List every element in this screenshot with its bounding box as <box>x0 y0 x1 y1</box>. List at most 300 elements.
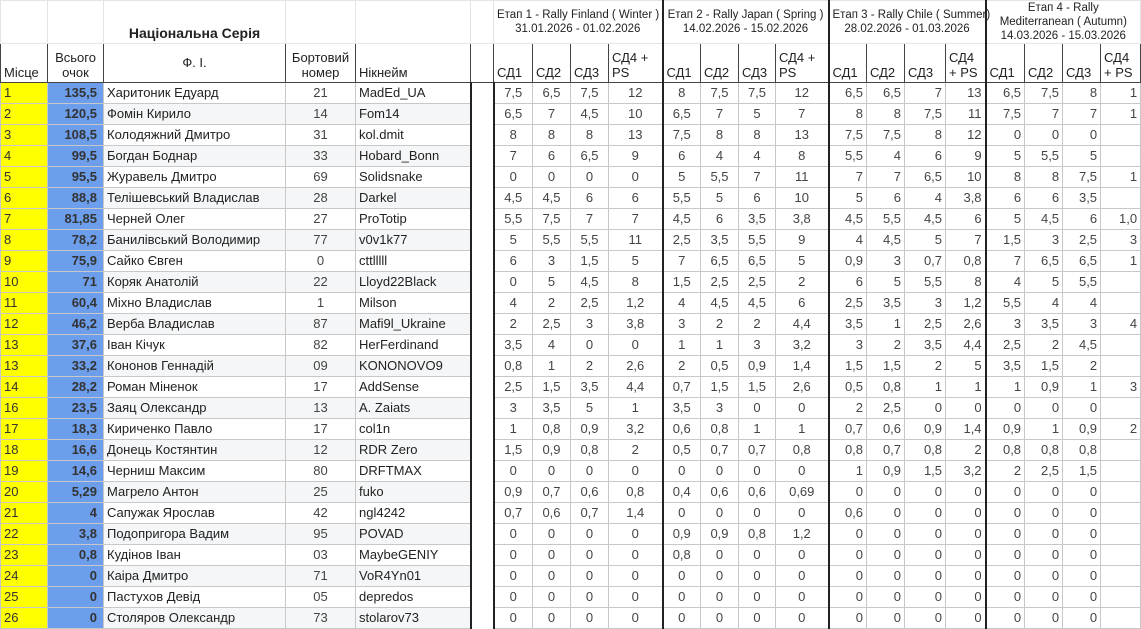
place-cell[interactable]: 20 <box>1 482 48 503</box>
stage-4-sd1-cell[interactable]: 8 <box>986 167 1025 188</box>
stage-1-sd2-cell[interactable]: 4,5 <box>533 188 571 209</box>
stage-2-sd4-cell[interactable]: 1,4 <box>776 356 829 377</box>
stage-2-sd1-cell[interactable]: 8 <box>663 83 701 104</box>
board-number-cell[interactable]: 28 <box>286 188 356 209</box>
stage-4-sd4-cell[interactable] <box>1101 587 1141 608</box>
stage-1-sd3-cell[interactable]: 4,5 <box>571 272 609 293</box>
board-number-cell[interactable]: 87 <box>286 314 356 335</box>
stage-2-sd2-cell[interactable]: 2 <box>701 314 739 335</box>
stage-4-sd3-cell[interactable]: 3,5 <box>1063 188 1101 209</box>
total-points-cell[interactable]: 4 <box>48 503 104 524</box>
stage-2-sd4-cell[interactable]: 9 <box>776 230 829 251</box>
stage-4-sd3-cell[interactable]: 2,5 <box>1063 230 1101 251</box>
stage-4-sd3-cell[interactable]: 0 <box>1063 125 1101 146</box>
stage-2-sd3-cell[interactable]: 8 <box>739 125 776 146</box>
stage-3-sd4-cell[interactable]: 8 <box>946 272 986 293</box>
stage-3-sd1-cell[interactable]: 7 <box>829 167 867 188</box>
stage-1-sd1-cell[interactable]: 0 <box>494 167 533 188</box>
name-cell[interactable]: Верба Владислав <box>104 314 286 335</box>
nickname-cell[interactable]: KONONOVO9 <box>356 356 471 377</box>
stage-1-sd3-cell[interactable]: 5 <box>571 398 609 419</box>
stage-3-sd3-cell[interactable]: 0,9 <box>905 419 946 440</box>
stage-1-sd3-cell[interactable]: 0 <box>571 587 609 608</box>
stage-4-sd1-cell[interactable]: 0 <box>986 608 1025 629</box>
stage-4-sd2-cell[interactable]: 0 <box>1025 125 1063 146</box>
stage-3-sd1-cell[interactable]: 1,5 <box>829 356 867 377</box>
place-cell[interactable]: 1 <box>1 83 48 104</box>
stage-2-sd3-cell[interactable]: 4,5 <box>739 293 776 314</box>
stage-3-sd1-cell[interactable]: 0 <box>829 587 867 608</box>
stage-2-sd1-cell[interactable]: 0,5 <box>663 440 701 461</box>
stage-3-sd1-cell[interactable]: 7,5 <box>829 125 867 146</box>
stage-1-sd4-cell[interactable]: 0 <box>609 461 663 482</box>
stage-3-sd1-cell[interactable]: 0 <box>829 566 867 587</box>
stage-4-sd4-cell[interactable]: 1 <box>1101 167 1141 188</box>
stage-4-sd4-cell[interactable] <box>1101 188 1141 209</box>
name-cell[interactable]: Журавель Дмитро <box>104 167 286 188</box>
stage-1-sd3-cell[interactable]: 0 <box>571 167 609 188</box>
stage-4-sd4-cell[interactable] <box>1101 545 1141 566</box>
stage-1-sd4-cell[interactable]: 0 <box>609 335 663 356</box>
stage-4-sd2-cell[interactable]: 0,8 <box>1025 440 1063 461</box>
stage-4-sd1-cell[interactable]: 4 <box>986 272 1025 293</box>
stage-1-sd1-cell[interactable]: 0 <box>494 608 533 629</box>
stage-3-sd4-cell[interactable]: 4,4 <box>946 335 986 356</box>
stage-3-sd1-cell[interactable]: 0 <box>829 524 867 545</box>
stage-2-sd4-cell[interactable]: 0 <box>776 503 829 524</box>
stage-2-sd4-cell[interactable]: 3,8 <box>776 209 829 230</box>
stage-2-sd3-cell[interactable]: 3 <box>739 335 776 356</box>
stage-1-sd2-cell[interactable]: 0 <box>533 167 571 188</box>
stage-2-sd1-cell[interactable]: 0 <box>663 503 701 524</box>
stage-4-sd3-cell[interactable]: 0 <box>1063 587 1101 608</box>
stage-2-sd2-cell[interactable]: 0,9 <box>701 524 739 545</box>
board-number-cell[interactable]: 09 <box>286 356 356 377</box>
stage-4-sd3-cell[interactable]: 7 <box>1063 104 1101 125</box>
stage-4-sd2-cell[interactable]: 0 <box>1025 503 1063 524</box>
stage-4-sd4-cell[interactable] <box>1101 272 1141 293</box>
stage-3-sd2-cell[interactable]: 0 <box>867 608 905 629</box>
stage-3-sd3-cell[interactable]: 7,5 <box>905 104 946 125</box>
stage-4-sd1-cell[interactable]: 0 <box>986 566 1025 587</box>
stage-4-sd3-cell[interactable]: 6 <box>1063 209 1101 230</box>
stage-3-sd4-cell[interactable]: 5 <box>946 356 986 377</box>
stage-4-sd3-cell[interactable]: 0 <box>1063 545 1101 566</box>
stage-3-sd4-cell[interactable]: 9 <box>946 146 986 167</box>
total-points-cell[interactable]: 88,8 <box>48 188 104 209</box>
stage-2-sd4-cell[interactable]: 1,2 <box>776 524 829 545</box>
board-number-cell[interactable]: 69 <box>286 167 356 188</box>
stage-3-sd2-cell[interactable]: 3,5 <box>867 293 905 314</box>
stage-2-sd2-cell[interactable]: 1 <box>701 335 739 356</box>
name-cell[interactable]: Роман Міненок <box>104 377 286 398</box>
total-points-cell[interactable]: 71 <box>48 272 104 293</box>
stage-2-sd3-cell[interactable]: 6 <box>739 188 776 209</box>
stage-1-sd2-cell[interactable]: 5,5 <box>533 230 571 251</box>
stage-4-sd3-cell[interactable]: 2 <box>1063 356 1101 377</box>
stage-1-sd3-cell[interactable]: 2 <box>571 356 609 377</box>
place-cell[interactable]: 12 <box>1 314 48 335</box>
stage-2-sd2-cell[interactable]: 0 <box>701 503 739 524</box>
place-cell[interactable]: 24 <box>1 566 48 587</box>
stage-2-sd3-cell[interactable]: 0 <box>739 503 776 524</box>
stage-1-sd2-cell[interactable]: 0,6 <box>533 503 571 524</box>
place-cell[interactable]: 21 <box>1 503 48 524</box>
stage-1-sd2-cell[interactable]: 6 <box>533 146 571 167</box>
stage-3-sd3-cell[interactable]: 0 <box>905 608 946 629</box>
stage-4-sd2-cell[interactable]: 0 <box>1025 398 1063 419</box>
stage-2-sd4-cell[interactable]: 6 <box>776 293 829 314</box>
stage-4-sd1-cell[interactable]: 0 <box>986 125 1025 146</box>
nickname-cell[interactable]: cttlllll <box>356 251 471 272</box>
nickname-cell[interactable]: Mafi9l_Ukraine <box>356 314 471 335</box>
stage-3-sd2-cell[interactable]: 0,9 <box>867 461 905 482</box>
stage-4-sd2-cell[interactable]: 0 <box>1025 524 1063 545</box>
stage-2-sd1-cell[interactable]: 0 <box>663 608 701 629</box>
stage-3-sd4-cell[interactable]: 0 <box>946 566 986 587</box>
total-points-cell[interactable]: 135,5 <box>48 83 104 104</box>
stage-4-sd3-cell[interactable]: 1,5 <box>1063 461 1101 482</box>
stage-3-sd3-cell[interactable]: 0 <box>905 545 946 566</box>
stage-4-sd3-cell[interactable]: 5,5 <box>1063 272 1101 293</box>
stage-1-sd1-cell[interactable]: 5 <box>494 230 533 251</box>
stage-3-sd2-cell[interactable]: 4,5 <box>867 230 905 251</box>
stage-4-sd4-cell[interactable]: 2 <box>1101 419 1141 440</box>
stage-2-sd2-cell[interactable]: 6 <box>701 209 739 230</box>
place-cell[interactable]: 6 <box>1 188 48 209</box>
stage-1-sd3-cell[interactable]: 2,5 <box>571 293 609 314</box>
name-cell[interactable]: Богдан Боднар <box>104 146 286 167</box>
stage-4-sd1-cell[interactable]: 1 <box>986 377 1025 398</box>
stage-4-sd2-cell[interactable]: 2 <box>1025 335 1063 356</box>
stage-2-sd4-cell[interactable]: 0 <box>776 545 829 566</box>
stage-1-sd1-cell[interactable]: 6 <box>494 251 533 272</box>
board-number-cell[interactable]: 71 <box>286 566 356 587</box>
stage-2-sd1-cell[interactable]: 7,5 <box>663 125 701 146</box>
board-number-cell[interactable]: 12 <box>286 440 356 461</box>
stage-3-sd3-cell[interactable]: 1 <box>905 377 946 398</box>
stage-4-sd4-cell[interactable]: 4 <box>1101 314 1141 335</box>
stage-2-sd1-cell[interactable]: 0 <box>663 461 701 482</box>
place-cell[interactable]: 23 <box>1 545 48 566</box>
nickname-cell[interactable]: Hobard_Bonn <box>356 146 471 167</box>
stage-3-sd1-cell[interactable]: 0,5 <box>829 377 867 398</box>
stage-2-sd1-cell[interactable]: 4,5 <box>663 209 701 230</box>
stage-3-sd3-cell[interactable]: 8 <box>905 125 946 146</box>
stage-3-sd2-cell[interactable]: 0 <box>867 503 905 524</box>
place-cell[interactable]: 11 <box>1 293 48 314</box>
stage-3-sd1-cell[interactable]: 3 <box>829 335 867 356</box>
stage-1-sd1-cell[interactable]: 0,9 <box>494 482 533 503</box>
stage-1-sd3-cell[interactable]: 3,5 <box>571 377 609 398</box>
stage-3-sd3-cell[interactable]: 0 <box>905 398 946 419</box>
stage-4-sd4-cell[interactable] <box>1101 146 1141 167</box>
total-points-cell[interactable]: 3,8 <box>48 524 104 545</box>
stage-2-sd1-cell[interactable]: 0 <box>663 566 701 587</box>
stage-1-sd3-cell[interactable]: 5,5 <box>571 230 609 251</box>
stage-2-sd3-cell[interactable]: 0 <box>739 587 776 608</box>
stage-4-sd3-cell[interactable]: 8 <box>1063 83 1101 104</box>
stage-1-sd4-cell[interactable]: 5 <box>609 251 663 272</box>
board-number-cell[interactable]: 17 <box>286 419 356 440</box>
stage-3-sd4-cell[interactable]: 11 <box>946 104 986 125</box>
stage-2-sd2-cell[interactable]: 0 <box>701 545 739 566</box>
name-cell[interactable]: Каіра Дмитро <box>104 566 286 587</box>
stage-1-sd1-cell[interactable]: 1,5 <box>494 440 533 461</box>
stage-1-sd3-cell[interactable]: 1,5 <box>571 251 609 272</box>
stage-2-sd1-cell[interactable]: 0 <box>663 587 701 608</box>
stage-3-sd4-cell[interactable]: 7 <box>946 230 986 251</box>
stage-1-sd4-cell[interactable]: 9 <box>609 146 663 167</box>
stage-2-sd2-cell[interactable]: 0 <box>701 461 739 482</box>
place-cell[interactable]: 10 <box>1 272 48 293</box>
nickname-cell[interactable]: col1n <box>356 419 471 440</box>
stage-2-sd3-cell[interactable]: 2 <box>739 314 776 335</box>
stage-1-sd1-cell[interactable]: 7,5 <box>494 83 533 104</box>
nickname-cell[interactable]: depredos <box>356 587 471 608</box>
stage-3-sd3-cell[interactable]: 0 <box>905 482 946 503</box>
stage-1-sd2-cell[interactable]: 0,8 <box>533 419 571 440</box>
stage-1-sd4-cell[interactable]: 3,2 <box>609 419 663 440</box>
stage-4-sd4-cell[interactable] <box>1101 398 1141 419</box>
stage-4-sd4-cell[interactable] <box>1101 335 1141 356</box>
stage-3-sd4-cell[interactable]: 2,6 <box>946 314 986 335</box>
nickname-cell[interactable]: HerFerdinand <box>356 335 471 356</box>
stage-2-sd2-cell[interactable]: 0 <box>701 566 739 587</box>
stage-2-sd3-cell[interactable]: 7 <box>739 167 776 188</box>
stage-1-sd4-cell[interactable]: 1,4 <box>609 503 663 524</box>
stage-3-sd2-cell[interactable]: 5,5 <box>867 209 905 230</box>
stage-4-sd1-cell[interactable]: 0,9 <box>986 419 1025 440</box>
stage-4-sd2-cell[interactable]: 8 <box>1025 167 1063 188</box>
stage-1-sd2-cell[interactable]: 7 <box>533 104 571 125</box>
name-cell[interactable]: Іван Кічук <box>104 335 286 356</box>
stage-1-sd3-cell[interactable]: 0 <box>571 608 609 629</box>
stage-1-sd3-cell[interactable]: 3 <box>571 314 609 335</box>
name-cell[interactable]: Кириченко Павло <box>104 419 286 440</box>
stage-1-sd4-cell[interactable]: 1 <box>609 398 663 419</box>
stage-3-sd3-cell[interactable]: 5 <box>905 230 946 251</box>
stage-4-sd2-cell[interactable]: 5 <box>1025 272 1063 293</box>
stage-2-sd1-cell[interactable]: 3,5 <box>663 398 701 419</box>
board-number-cell[interactable]: 80 <box>286 461 356 482</box>
stage-4-sd1-cell[interactable]: 5 <box>986 209 1025 230</box>
stage-3-sd2-cell[interactable]: 2 <box>867 335 905 356</box>
stage-3-sd3-cell[interactable]: 0 <box>905 503 946 524</box>
stage-1-sd4-cell[interactable]: 13 <box>609 125 663 146</box>
stage-1-sd4-cell[interactable]: 8 <box>609 272 663 293</box>
stage-4-sd1-cell[interactable]: 2,5 <box>986 335 1025 356</box>
nickname-cell[interactable]: Darkel <box>356 188 471 209</box>
stage-4-sd3-cell[interactable]: 4 <box>1063 293 1101 314</box>
name-cell[interactable]: Харитоник Едуард <box>104 83 286 104</box>
place-cell[interactable]: 2 <box>1 104 48 125</box>
nickname-cell[interactable]: POVAD <box>356 524 471 545</box>
stage-2-sd3-cell[interactable]: 2,5 <box>739 272 776 293</box>
stage-3-sd3-cell[interactable]: 0,8 <box>905 440 946 461</box>
stage-3-sd3-cell[interactable]: 7 <box>905 83 946 104</box>
stage-2-sd1-cell[interactable]: 0,7 <box>663 377 701 398</box>
stage-4-sd1-cell[interactable]: 0 <box>986 503 1025 524</box>
stage-3-sd3-cell[interactable]: 5,5 <box>905 272 946 293</box>
stage-3-sd3-cell[interactable]: 0 <box>905 587 946 608</box>
stage-3-sd1-cell[interactable]: 5,5 <box>829 146 867 167</box>
stage-1-sd2-cell[interactable]: 3 <box>533 251 571 272</box>
stage-1-sd3-cell[interactable]: 0,9 <box>571 419 609 440</box>
stage-4-sd4-cell[interactable] <box>1101 125 1141 146</box>
name-cell[interactable]: Фомін Кирило <box>104 104 286 125</box>
stage-1-sd2-cell[interactable]: 0 <box>533 461 571 482</box>
stage-4-sd4-cell[interactable] <box>1101 608 1141 629</box>
name-cell[interactable]: Коряк Анатолій <box>104 272 286 293</box>
stage-2-sd4-cell[interactable]: 0 <box>776 566 829 587</box>
stage-2-sd3-cell[interactable]: 6,5 <box>739 251 776 272</box>
total-points-cell[interactable]: 0 <box>48 608 104 629</box>
stage-1-sd4-cell[interactable]: 4,4 <box>609 377 663 398</box>
stage-1-sd1-cell[interactable]: 2,5 <box>494 377 533 398</box>
stage-2-sd3-cell[interactable]: 0,8 <box>739 524 776 545</box>
total-points-cell[interactable]: 81,85 <box>48 209 104 230</box>
stage-1-sd3-cell[interactable]: 7 <box>571 209 609 230</box>
nickname-cell[interactable]: A. Zaiats <box>356 398 471 419</box>
place-cell[interactable]: 8 <box>1 230 48 251</box>
stage-2-sd4-cell[interactable]: 0,8 <box>776 440 829 461</box>
stage-1-sd1-cell[interactable]: 4 <box>494 293 533 314</box>
stage-4-sd2-cell[interactable]: 0 <box>1025 566 1063 587</box>
place-cell[interactable]: 4 <box>1 146 48 167</box>
stage-1-sd4-cell[interactable]: 0 <box>609 524 663 545</box>
stage-4-sd2-cell[interactable]: 3 <box>1025 230 1063 251</box>
stage-3-sd2-cell[interactable]: 0 <box>867 524 905 545</box>
stage-3-sd3-cell[interactable]: 0 <box>905 524 946 545</box>
stage-3-sd1-cell[interactable]: 6,5 <box>829 83 867 104</box>
stage-2-sd3-cell[interactable]: 5,5 <box>739 230 776 251</box>
stage-2-sd2-cell[interactable]: 0 <box>701 608 739 629</box>
stage-3-sd1-cell[interactable]: 0,7 <box>829 419 867 440</box>
stage-3-sd4-cell[interactable]: 0 <box>946 608 986 629</box>
total-points-cell[interactable]: 23,5 <box>48 398 104 419</box>
board-number-cell[interactable]: 77 <box>286 230 356 251</box>
stage-2-sd3-cell[interactable]: 1,5 <box>739 377 776 398</box>
stage-3-sd2-cell[interactable]: 4 <box>867 146 905 167</box>
stage-4-sd2-cell[interactable]: 0 <box>1025 608 1063 629</box>
stage-2-sd1-cell[interactable]: 0,6 <box>663 419 701 440</box>
stage-1-sd4-cell[interactable]: 10 <box>609 104 663 125</box>
total-points-cell[interactable]: 28,2 <box>48 377 104 398</box>
stage-4-sd3-cell[interactable]: 4,5 <box>1063 335 1101 356</box>
total-points-cell[interactable]: 16,6 <box>48 440 104 461</box>
name-cell[interactable]: Черниш Максим <box>104 461 286 482</box>
name-cell[interactable]: Донець Костянтин <box>104 440 286 461</box>
stage-1-sd2-cell[interactable]: 1,5 <box>533 377 571 398</box>
stage-4-sd2-cell[interactable]: 1 <box>1025 419 1063 440</box>
board-number-cell[interactable]: 27 <box>286 209 356 230</box>
stage-1-sd4-cell[interactable]: 2 <box>609 440 663 461</box>
stage-2-sd2-cell[interactable]: 2,5 <box>701 272 739 293</box>
stage-1-sd4-cell[interactable]: 3,8 <box>609 314 663 335</box>
stage-2-sd2-cell[interactable]: 4,5 <box>701 293 739 314</box>
stage-1-sd4-cell[interactable]: 0 <box>609 587 663 608</box>
stage-1-sd4-cell[interactable]: 0 <box>609 608 663 629</box>
stage-3-sd2-cell[interactable]: 0 <box>867 566 905 587</box>
name-cell[interactable]: Сайко Євген <box>104 251 286 272</box>
stage-3-sd1-cell[interactable]: 8 <box>829 104 867 125</box>
stage-1-sd4-cell[interactable]: 1,2 <box>609 293 663 314</box>
stage-3-sd1-cell[interactable]: 4 <box>829 230 867 251</box>
stage-3-sd3-cell[interactable]: 4,5 <box>905 209 946 230</box>
stage-4-sd3-cell[interactable]: 7,5 <box>1063 167 1101 188</box>
stage-1-sd2-cell[interactable]: 1 <box>533 356 571 377</box>
stage-4-sd2-cell[interactable]: 2,5 <box>1025 461 1063 482</box>
stage-1-sd2-cell[interactable]: 0 <box>533 566 571 587</box>
stage-2-sd1-cell[interactable]: 2,5 <box>663 230 701 251</box>
stage-1-sd4-cell[interactable]: 0,8 <box>609 482 663 503</box>
board-number-cell[interactable]: 82 <box>286 335 356 356</box>
stage-4-sd3-cell[interactable]: 0 <box>1063 398 1101 419</box>
stage-2-sd3-cell[interactable]: 0,7 <box>739 440 776 461</box>
stage-3-sd4-cell[interactable]: 0 <box>946 503 986 524</box>
stage-1-sd1-cell[interactable]: 0 <box>494 545 533 566</box>
stage-2-sd1-cell[interactable]: 5 <box>663 167 701 188</box>
nickname-cell[interactable]: ProTotip <box>356 209 471 230</box>
nickname-cell[interactable]: Milson <box>356 293 471 314</box>
stage-2-sd3-cell[interactable]: 0 <box>739 566 776 587</box>
stage-3-sd1-cell[interactable]: 0 <box>829 545 867 566</box>
stage-4-sd3-cell[interactable]: 0,9 <box>1063 419 1101 440</box>
stage-2-sd2-cell[interactable]: 0,6 <box>701 482 739 503</box>
stage-1-sd3-cell[interactable]: 0 <box>571 545 609 566</box>
board-number-cell[interactable]: 25 <box>286 482 356 503</box>
stage-2-sd1-cell[interactable]: 7 <box>663 251 701 272</box>
stage-4-sd4-cell[interactable]: 1 <box>1101 104 1141 125</box>
stage-1-sd1-cell[interactable]: 5,5 <box>494 209 533 230</box>
place-cell[interactable]: 14 <box>1 377 48 398</box>
stage-3-sd4-cell[interactable]: 1 <box>946 377 986 398</box>
board-number-cell[interactable]: 73 <box>286 608 356 629</box>
stage-2-sd2-cell[interactable]: 5 <box>701 188 739 209</box>
stage-2-sd4-cell[interactable]: 0 <box>776 608 829 629</box>
stage-4-sd3-cell[interactable]: 0 <box>1063 566 1101 587</box>
total-points-cell[interactable]: 108,5 <box>48 125 104 146</box>
stage-4-sd1-cell[interactable]: 0 <box>986 524 1025 545</box>
stage-2-sd4-cell[interactable]: 4,4 <box>776 314 829 335</box>
stage-2-sd2-cell[interactable]: 6,5 <box>701 251 739 272</box>
stage-4-sd1-cell[interactable]: 2 <box>986 461 1025 482</box>
stage-1-sd3-cell[interactable]: 0 <box>571 335 609 356</box>
stage-1-sd2-cell[interactable]: 0 <box>533 587 571 608</box>
name-cell[interactable]: Кононов Геннадій <box>104 356 286 377</box>
board-number-cell[interactable]: 42 <box>286 503 356 524</box>
stage-3-sd4-cell[interactable]: 0,8 <box>946 251 986 272</box>
stage-1-sd2-cell[interactable]: 2,5 <box>533 314 571 335</box>
stage-4-sd1-cell[interactable]: 3,5 <box>986 356 1025 377</box>
stage-3-sd1-cell[interactable]: 4,5 <box>829 209 867 230</box>
stage-3-sd4-cell[interactable]: 3,2 <box>946 461 986 482</box>
board-number-cell[interactable]: 17 <box>286 377 356 398</box>
stage-3-sd3-cell[interactable]: 1,5 <box>905 461 946 482</box>
stage-3-sd1-cell[interactable]: 2,5 <box>829 293 867 314</box>
stage-3-sd2-cell[interactable]: 3 <box>867 251 905 272</box>
stage-1-sd1-cell[interactable]: 0,8 <box>494 356 533 377</box>
stage-3-sd1-cell[interactable]: 5 <box>829 188 867 209</box>
name-cell[interactable]: Пастухов Девід <box>104 587 286 608</box>
stage-2-sd4-cell[interactable]: 2,6 <box>776 377 829 398</box>
place-cell[interactable]: 25 <box>1 587 48 608</box>
stage-3-sd3-cell[interactable]: 6 <box>905 146 946 167</box>
place-cell[interactable]: 3 <box>1 125 48 146</box>
stage-3-sd2-cell[interactable]: 0 <box>867 482 905 503</box>
stage-1-sd2-cell[interactable]: 7,5 <box>533 209 571 230</box>
